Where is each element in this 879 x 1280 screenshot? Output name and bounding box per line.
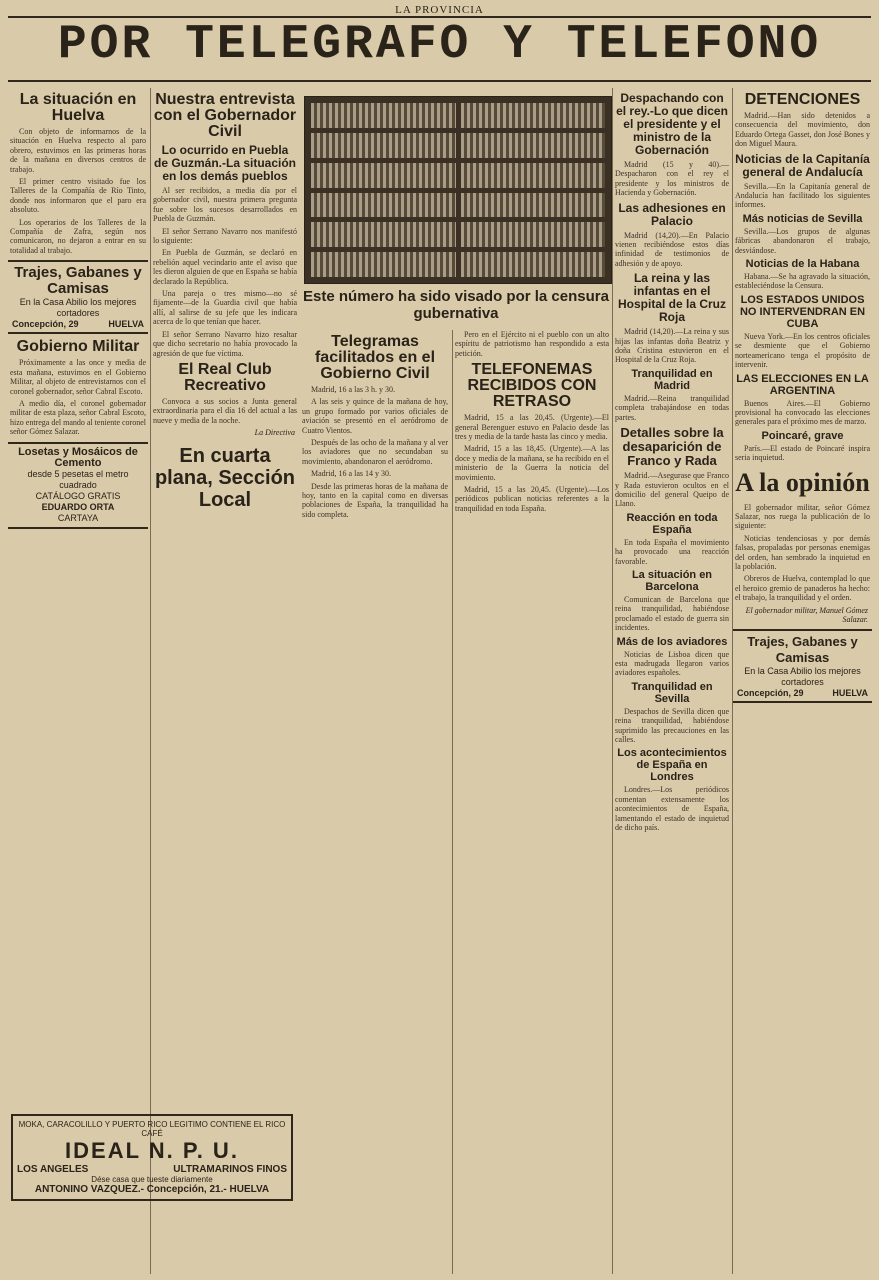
bottom-rule: [8, 80, 871, 82]
headline-opinion: A la opinión: [735, 467, 870, 497]
headline-detenciones: DETENCIONES: [744, 91, 861, 108]
headline-capitania: Noticias de la Capitanía general de Andalucía: [735, 151, 870, 179]
ideal-ad: [11, 1114, 293, 1201]
ideal-shop-type: ULTRAMARINOS FINOS: [173, 1164, 287, 1175]
ad-catalog: CATÁLOGO GRATIS: [35, 490, 121, 501]
paragraph: Madrid, 16 a las 3 h. y 30.: [311, 385, 395, 394]
headline-adhesiones: Las adhesiones en Palacio: [618, 200, 726, 228]
paragraph: Al ser recibidos, a media día por el gobernador civil, nuestra primera pregunta fue sobre los sucesos desarrollados en Puebla de Guzmán.: [153, 186, 297, 224]
paragraph: Madrid.—Han sido detenidos a consecuencia del movimiento, don Eduardo Ortega Gasset, don José Bones y don Miguel Maura.: [735, 111, 870, 149]
headline-sevilla: Tranquilidad en Sevilla: [631, 680, 713, 705]
headline-gobierno-militar: Gobierno Militar: [16, 338, 140, 356]
headline-mas-sevilla: Más noticias de Sevilla: [742, 212, 863, 225]
ad-address: Concepción, 29: [737, 687, 804, 698]
column-1: [8, 88, 148, 1274]
paragraph: El señor Serrano Navarro nos manifestó lo siguiente:: [153, 226, 297, 246]
paragraph: Nueva York.—En los centros oficiales se desmiente que el Gobierno norteamericano tenga el propósito de intervenir.: [735, 331, 870, 370]
paragraph: Despachos de Sevilla dicen que reina tranquilidad, habiéndose suprimido las precauciones en las calles.: [615, 706, 729, 744]
paragraph: El señor Serrano Navarro hizo resaltar que dicho secretario no había provocado la agresión de que fue víctima.: [153, 329, 297, 358]
paragraph: París.—El estado de Poincaré inspira seria inquietud.: [735, 443, 870, 463]
headline-reina: La reina y las infantas en el Hospital de la Cruz Roja: [617, 271, 727, 325]
paragraph: Desde las primeras horas de la mañana de hoy, tanto en la capital como en diversas poblaciones de España, la tranquilidad ha sido completa.: [302, 481, 448, 519]
column-2: [150, 88, 299, 1274]
paragraph: Madrid (14,20).—En Palacio vienen recibiéndose estos días infinidad de testimonios de adhesión y de apoyo.: [615, 230, 729, 268]
ad-subtitle: En la Casa Abilio los mejores cortadores: [744, 665, 861, 687]
headline-telefonemas: TELEFONEMAS RECIBIDOS CON RETRASO: [467, 361, 597, 411]
ad-subtitle: En la Casa Abilio los mejores cortadores: [19, 297, 137, 319]
column-5: [612, 88, 731, 1274]
signature: La Directiva: [254, 428, 295, 438]
headline-rey: Despachando con el rey.-Lo que dicen el presidente y el ministro de la Gobernación: [616, 91, 728, 157]
headline-poincare: Poincaré, grave: [761, 429, 844, 442]
paragraph: Madrid, 15 a las 20,45. (Urgente).—El general Berenguer estuvo en Palacio desde las tres y media de la tarde hasta las cinco y media.: [455, 413, 609, 442]
headline-reaccion: Reacción en toda España: [626, 511, 718, 536]
ad-city: CARTAYA: [57, 512, 99, 523]
paragraph: El primer centro visitado fue los Talleres de la Compañía de Río Tinto, donde nos informaron que el paro era absoluto.: [10, 177, 146, 215]
headline-eeuu: LOS ESTADOS UNIDOS NO INTERVENDRAN EN CUBA: [739, 293, 866, 330]
paragraph: Los operarios de los Talleres de la Compañía de Zafra, según nos comunicaron, no dejaron a entrar en su totalidad al trabajo.: [10, 217, 146, 255]
ad-name: EDUARDO ORTA: [41, 501, 115, 512]
column-3: [300, 330, 450, 1274]
ideal-brand: IDEAL N. P. U.: [65, 1138, 239, 1163]
paragraph: Próximamente a las once y media de esta mañana, estuvimos en el Gobierno Militar, al objeto de entrevistarnos con el coronel gobernador, señor Cabral Escoto.: [10, 358, 146, 396]
ad-losetas: [8, 442, 148, 529]
paragraph: En Puebla de Guzmán, se declaró en rebelión aquel vecindario ante el aviso que les dieron alguien de que en España se había declarado la República.: [153, 248, 297, 286]
headline-madrid: Tranquilidad en Madrid: [631, 367, 713, 392]
ad-trajes: [8, 260, 148, 334]
ad-trajes-2: [733, 629, 872, 703]
paragraph: Una pareja o tres mismo—no sé fijamente—de la Guardia civil que había allí, al salirse de su jefe que les indicara acerca de lo que tenían que hacer.: [153, 289, 297, 327]
headline-londres: Los acontecimientos de España en Londres: [617, 747, 727, 784]
ideal-top-text: MOKA, CARACOLILLO Y PUERTO RICO LEGITIMO CONTIENE EL RICO CAFÉ: [18, 1120, 286, 1138]
paragraph: Madrid, 15 a las 18,45. (Urgente).—A las doce y media de la mañana, se ha recibido en el ministerio de la Guerra la noticia del movimiento.: [455, 444, 609, 482]
paragraph: Londres.—Los periódicos comentan extensamente los acontecimientos de España, lamentando el estado de inquietud de dicho país.: [615, 785, 729, 833]
ad-address: Concepción, 29: [12, 319, 79, 330]
subheadline-puebla: Lo ocurrido en Puebla de Guzmán.-La situación en los demás pueblos: [153, 143, 297, 183]
headline-situacion: La situación en Huelva: [19, 91, 137, 124]
ideal-shop: LOS ANGELES: [17, 1164, 89, 1175]
paragraph: Buenos Aires.—El Gobierno provisional ha convocado las elecciones generales para el próximo mes de marzo.: [735, 398, 870, 427]
ideal-owner: ANTONINO VAZQUEZ.- Concepción, 21.- HUELVA: [34, 1184, 270, 1195]
paragraph: Noticias de Lisboa dicen que esta madrugada llegaron varios aviadores españoles.: [615, 649, 729, 678]
censorship-notice: Este número ha sido visado por la censura gubernativa: [303, 288, 609, 322]
photo-block: [304, 96, 612, 284]
headline-telegramas: Telegramas facilitados en el Gobierno Civil: [314, 333, 436, 382]
column-6: [732, 88, 872, 1274]
cuarta-plana-notice: En cuarta plana, Sección Local: [154, 445, 296, 512]
ideal-ad-wrapper: [8, 1108, 296, 1207]
ad-city: HUELVA: [832, 687, 868, 698]
paragraph: Madrid (14,20).—La reina y sus hijas las infantas doña Beatriz y doña Cristina estuvieron en el Hospital de la Cruz Roja.: [615, 327, 729, 365]
paragraph: El gobernador militar, señor Gómez Salazar, nos ruega la publicación de lo siguiente:: [735, 502, 870, 531]
paragraph: Noticias tendenciosas y por demás falsas, propaladas por personas enemigas del orden, han sembrado la inquietud en la población.: [735, 533, 870, 571]
paragraph: Comunican de Barcelona que reina tranquilidad, habiéndose proclamado el estado de guerra sin incidentes.: [615, 594, 729, 633]
headline-real-club: El Real Club Recreativo: [178, 360, 272, 394]
paragraph: A medio día, el coronel gobernador militar de esta plaza, señor Cabral Escoto, hizo entrega del mando al teniente coronel señor Gómez Salazar.: [10, 398, 146, 437]
masthead: [0, 0, 879, 86]
page-headline: POR TELEGRAFO Y TELEFONO: [57, 18, 822, 72]
headline-habana: Noticias de la Habana: [745, 258, 860, 271]
running-head: LA PROVINCIA: [395, 4, 484, 16]
ad-subtitle: desde 5 pesetas el metro cuadrado: [27, 468, 129, 490]
paragraph: Sevilla.—En la Capitanía general de Andalucía han facilitado los siguientes informes.: [735, 181, 870, 210]
paragraph: Después de las ocho de la mañana y al ver los aviadores que no secundaban su movimiento, abandonaron el aeródromo.: [302, 438, 448, 466]
headline-entrevista: Nuestra entrevista con el Gobernador Civil: [153, 91, 297, 140]
ad-title: Trajes, Gabanes y Camisas: [14, 264, 142, 298]
paragraph: Madrid, 15 a las 20,45. (Urgente).—Los periódicos publican noticias referentes a la tranquilidad en toda España.: [455, 485, 609, 513]
paragraph: Obreros de Huelva, contemplad lo que el heroico gremio de panaderos ha hecho: el trabajo, la tranquilidad y el orden.: [735, 574, 870, 603]
paragraph: Sevilla.—Los grupos de algunas fábricas abandonaron el trabajo, desviándose.: [735, 226, 870, 255]
paragraph: Con objeto de informarnos de la situación en Huelva respecto al paro obrero, estuvimos en las primeras horas de la mañana en diversos centros de trabajo.: [10, 127, 146, 174]
paragraph: Convoca a sus socios a Junta general extraordinaria para el día 16 del actual a las nueve y media de la noche.: [153, 396, 297, 425]
paragraph: Madrid, 16 a las 14 y 30.: [311, 469, 391, 479]
signature: El gobernador militar, Manuel Gómez Salazar.: [745, 605, 868, 624]
ideal-note: Dése casa que tueste diariamente: [91, 1175, 213, 1184]
ad-city: HUELVA: [108, 319, 144, 330]
paragraph: Madrid.—Reina tranquilidad completa trabajándose en todas partes.: [615, 393, 729, 422]
paragraph: Habana.—Se ha agravado la situación, estableciéndose la Censura.: [735, 272, 870, 291]
paragraph: A las seis y quince de la mañana de hoy, un grupo formado por varios oficiales de aviación se presentó en el aeródromo de Cuatro Vientos.: [302, 397, 448, 435]
paragraph: Madrid.—Asegurase que Franco y Rada estuvieron ocultos en el domicilio del general Queipo de Llano.: [615, 471, 729, 509]
paragraph: En toda España el movimiento ha provocado una reacción favorable.: [615, 537, 729, 566]
ad-title: Losetas y Mosáicos de Cemento: [18, 445, 138, 469]
paragraph: Pero en el Ejército ni el pueblo con un alto espíritu de patriotismo han respondido a esta petición.: [455, 330, 609, 358]
headline-aviadores: Más de los aviadores: [616, 635, 728, 648]
headline-franco-rada: Detalles sobre la desaparición de Franco y Rada: [620, 425, 724, 469]
column-4: [452, 330, 611, 1274]
paragraph: Madrid (15 y 40).—Despacharon con el rey el presidente y los ministros de Hacienda y Gobernación.: [615, 160, 729, 198]
headline-argentina: LAS ELECCIONES EN LA ARGENTINA: [736, 372, 869, 397]
headline-barcelona: La situación en Barcelona: [631, 568, 713, 593]
ad-title: Trajes, Gabanes y Camisas: [747, 633, 858, 665]
